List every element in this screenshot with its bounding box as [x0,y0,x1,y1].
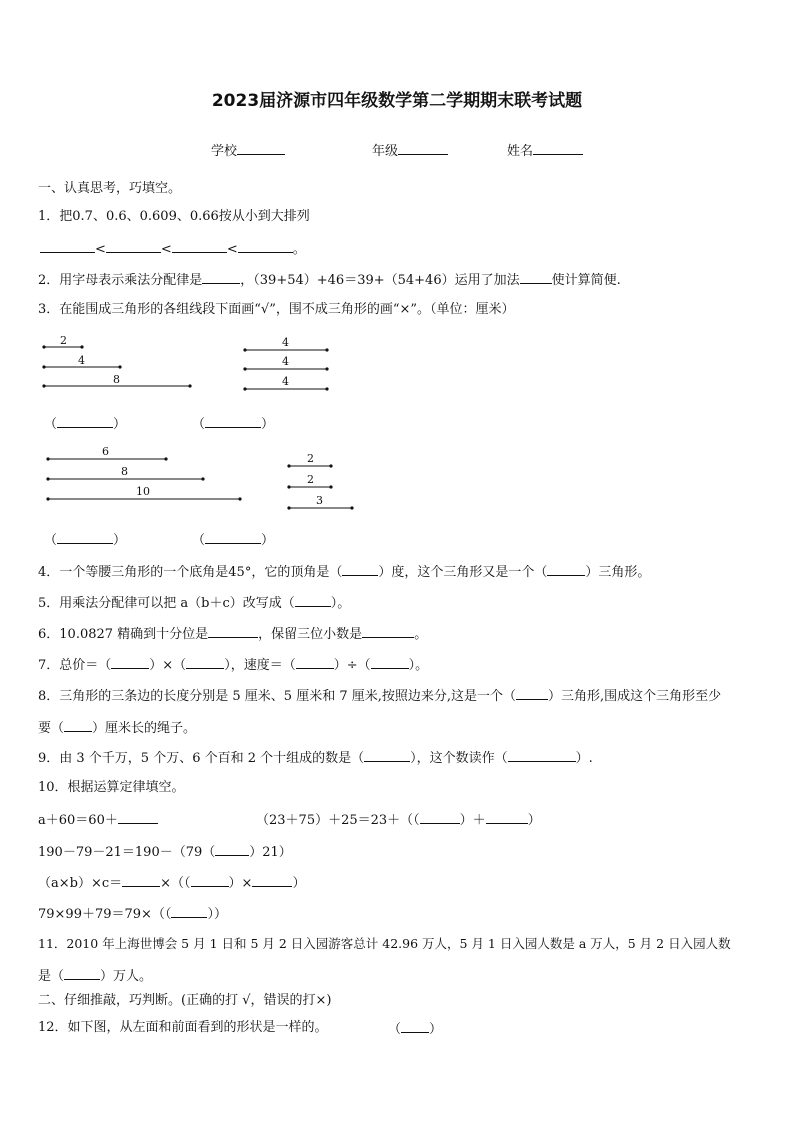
answer-blank[interactable] [57,530,113,544]
question-10-row-2: 190－79－21＝190－（79（ ）21） [38,842,292,862]
question-10-row-3: （a×b）×c＝ ×（（ ）× ） [38,873,305,893]
answer-blank[interactable] [215,842,249,856]
answer-blank[interactable] [401,1019,429,1033]
answer-blank[interactable] [40,239,95,253]
answer-paren-3: （ ） [44,530,126,550]
answer-blank[interactable] [202,270,240,284]
question-12: 12．如下图，从左面和前面看到的形状是一样的。 [38,1020,328,1035]
segment-group-2 [243,336,328,391]
question-10-row-1b: （23＋75）＋25＝23＋（（ ）＋ ） [256,810,541,830]
segment-group-3 [46,445,241,501]
answer-blank[interactable] [205,530,261,544]
answer-blank[interactable] [118,810,158,824]
question-3: 3．在能围成三角形的各组线段下面画“√”，围不成三角形的画“×”。（单位：厘米） [38,302,515,317]
school-blank[interactable] [237,141,285,155]
segment-label: 4 [282,375,289,388]
answer-blank[interactable] [64,718,92,732]
segment-label: 2 [60,334,67,347]
school-field [211,140,285,159]
page-title: 2023届济源市四年级数学第二学期期末联考试题 [211,91,583,111]
answer-blank[interactable] [186,655,224,669]
segment-groups-diagram [0,330,794,560]
answer-blank[interactable] [171,904,207,918]
question-8-line-1: 8．三角形的三条边的长度分别是 5 厘米、5 厘米和 7 厘米,按照边来分,这是一个（ ）三角形,围成这个三角形至少 [38,686,721,706]
school-label: 学校 [211,144,238,159]
answer-blank[interactable] [57,414,113,428]
name-field [507,140,583,159]
answer-blank[interactable] [296,655,334,669]
answer-blank[interactable] [547,562,585,576]
answer-blank[interactable] [420,810,460,824]
answer-paren-1: （ ） [44,414,126,434]
name-label: 姓名 [507,144,534,159]
question-10-row-1a: a＋60＝60＋ [38,810,158,830]
question-10: 10．根据运算定律填空。 [38,780,185,795]
question-9: 9．由 3 个千万，5 个万、6 个百和 2 个十组成的数是（ ），这个数读作（ ）. [38,748,593,768]
name-blank[interactable] [533,141,583,155]
question-12-answer: （ ） [388,1019,442,1039]
answer-blank[interactable] [362,624,414,638]
answer-blank[interactable] [371,655,409,669]
question-1: 1．把0.7、0.6、0.609、0.66按从小到大排列 [38,209,310,224]
segment-label: 4 [282,355,289,368]
question-2: 2．用字母表示乘法分配律是 ，（39+54）+46＝39+（54+46）运用了加法 使计算简便. [38,270,621,290]
answer-blank[interactable] [486,810,528,824]
grade-label: 年级 [372,144,399,159]
answer-blank[interactable] [508,748,576,762]
answer-blank[interactable] [208,624,258,638]
question-11-line-1: 11．2010 年上海世博会 5 月 1 日和 5 月 2 日入园游客总计 42.96 万人，5 月 1 日入园人数是 a 万人，5 月 2 日入园人数 [38,936,731,951]
answer-blank[interactable] [122,873,160,887]
answer-blank[interactable] [252,873,292,887]
segment-group-1 [42,334,191,388]
answer-blank[interactable] [516,686,548,700]
segment-label: 8 [113,373,120,386]
answer-blank[interactable] [191,873,229,887]
segment-label: 4 [282,336,289,349]
answer-paren-4: （ ） [192,530,274,550]
answer-blank[interactable] [295,593,331,607]
answer-blank[interactable] [342,562,378,576]
grade-field [372,140,448,159]
answer-blank[interactable] [520,270,552,284]
answer-blank[interactable] [106,239,161,253]
answer-paren-2: （ ） [192,414,274,434]
segment-label: 3 [316,494,323,507]
segment-label: 2 [307,473,314,486]
question-6: 6．10.0827 精确到十分位是 ，保留三位小数是 。 [38,624,427,644]
segment-label: 2 [307,452,314,465]
segment-label: 6 [102,445,109,458]
question-5: 5．用乘法分配律可以把 a（b＋c）改写成（ ）。 [38,593,350,613]
grade-blank[interactable] [398,141,448,155]
answer-blank[interactable] [364,748,410,762]
question-7: 7．总价＝（ ）×（ ），速度＝（ ）÷（ ）。 [38,655,428,675]
question-10-row-4: 79×99＋79＝79×（（ ）） [38,904,227,924]
question-4: 4．一个等腰三角形的一个底角是45°，它的顶角是（ ）度，这个三角形又是一个（ ）三角形。 [38,562,650,582]
question-1-answer-row: < < < 。 [40,239,306,259]
question-11-line-2: 是（ ）万人。 [38,966,152,986]
section-1-heading: 一、认真思考，巧填空。 [38,181,182,196]
segment-group-4 [287,452,353,510]
answer-blank[interactable] [64,966,100,980]
answer-blank[interactable] [172,239,227,253]
segment-label: 10 [136,485,150,498]
question-8-line-2: 要（ ）厘米长的绳子。 [38,718,196,738]
segment-label: 8 [121,465,128,478]
answer-blank[interactable] [238,239,293,253]
answer-blank[interactable] [111,655,149,669]
segment-label: 4 [78,354,85,367]
section-2-heading: 二、仔细推敲，巧判断。(正确的打 √，错误的打×) [38,993,332,1008]
answer-blank[interactable] [205,414,261,428]
